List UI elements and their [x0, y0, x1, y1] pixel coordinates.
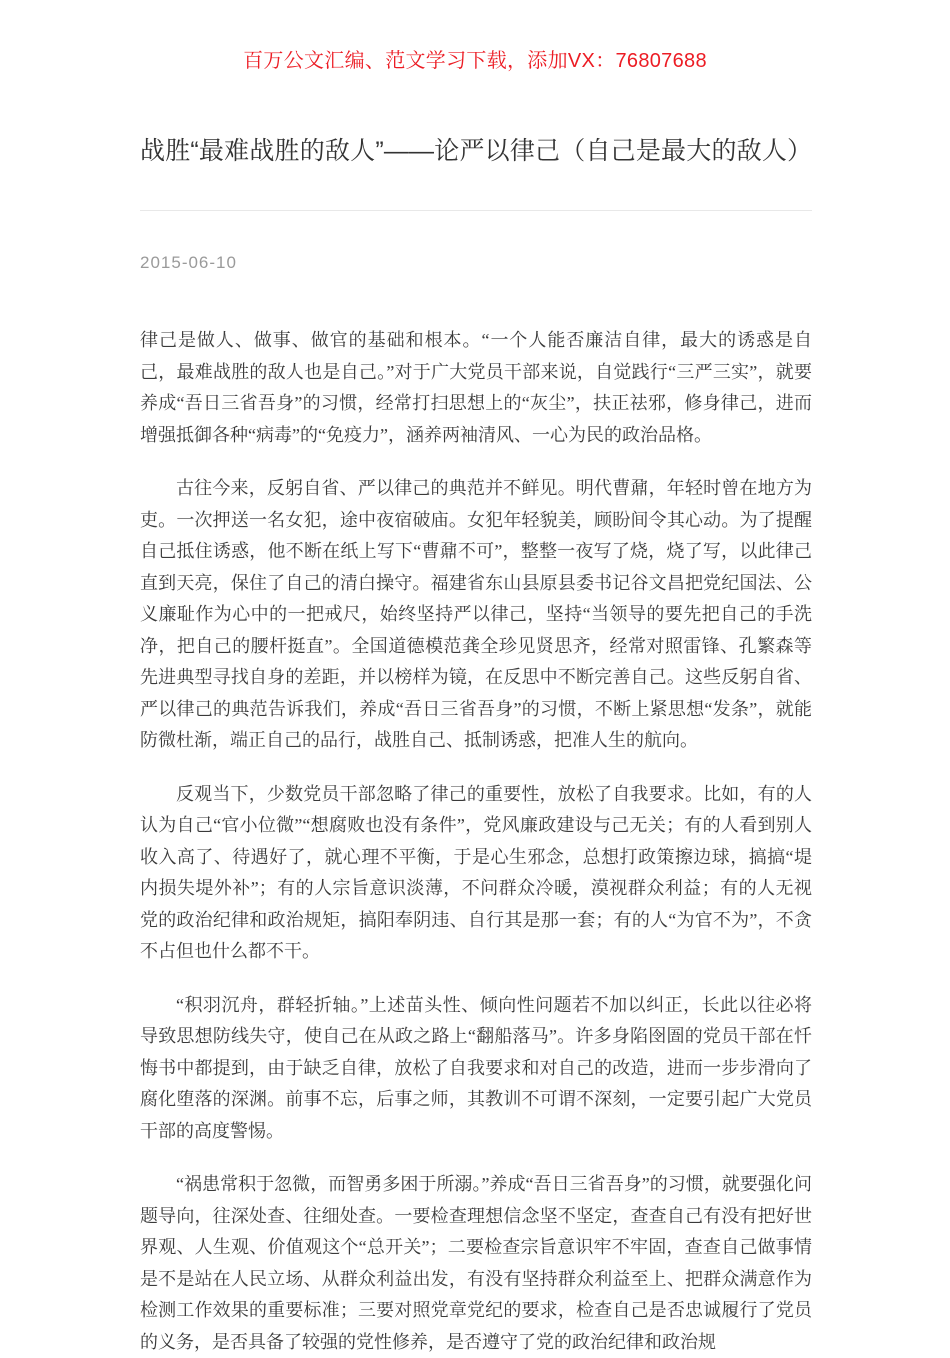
paragraph: 古往今来，反躬自省、严以律己的典范并不鲜见。明代曹鼐，年轻时曾在地方为吏。一次押送一名女犯，途中夜宿破庙。女犯年轻貌美，顾盼间令其心动。为了提醒自己抵住诱惑，他不断在纸上写下“曹鼐不可”，整整一夜写了烧，烧了写，以此律己直到天亮，保住了自己的清白操守。福建省东山县原县委书记谷文昌把党纪国法、公义廉耻作为心中的一把戒尺，始终坚持严以律己，坚持“当领导的要先把自己的手洗净，把自己的腰杆挺直”。全国道德模范龚全珍见贤思齐，经常对照雷锋、孔繁森等先进典型寻找自身的差距，并以榜样为镜，在反思中不断完善自己。这些反躬自省、严以律己的典范告诉我们，养成“吾日三省吾身”的习惯，不断上紧思想“发条”，就能防微杜渐，端正自己的品行，战胜自己、抵制诱惑，把准人生的航向。: [140, 478, 812, 750]
promo-banner: [0, 44, 950, 73]
paragraph: “祸患常积于忽微，而智勇多困于所溺。”养成“吾日三省吾身”的习惯，就要强化问题导向，往深处查、往细处查。一要检查理想信念坚不坚定，查查自己有没有把好世界观、人生观、价值观这个“总开关”；二要检查宗旨意识牢不牢固，查查自己做事情是不是站在人民立场、从群众利益出发，有没有坚持群众利益至上、把群众满意作为检测工作效果的重要标准；三要对照党章党纪的要求，检查自己是否忠诚履行了党员的义务，是否具备了较强的党性修养，是否遵守了党的政治纪律和政治规: [140, 1174, 812, 1352]
publish-date: 2015-06-10: [140, 253, 237, 272]
promo-banner-text: 百万公文汇编、范文学习下载，添加VX：76807688: [243, 50, 707, 72]
article-container: [140, 130, 812, 1358]
paragraph: 反观当下，少数党员干部忽略了律己的重要性，放松了自我要求。比如，有的人认为自己“官小位微”“想腐败也没有条件”，党风廉政建设与己无关；有的人看到别人收入高了、待遇好了，就心理不平衡，于是心生邪念，总想打政策擦边球，搞搞“堤内损失堤外补”；有的人宗旨意识淡薄，不问群众冷暖，漠视群众利益；有的人无视党的政治纪律和政治规矩，搞阳奉阴违、自行其是那一套；有的人“为官不为”，不贪不占但也什么都不干。: [140, 783, 812, 961]
article-body: [140, 325, 812, 1358]
page-title: 战胜“最难战胜的敌人”——论严以律己（自己是最大的敌人）: [140, 137, 813, 165]
paragraph: “积羽沉舟，群轻折轴。”上述苗头性、倾向性问题若不加以纠正，长此以往必将导致思想防线失守，使自己在从政之路上“翻船落马”。许多身陷囹圄的党员干部在忏悔书中都提到，由于缺乏自律，放松了自我要求和对自己的改造，进而一步步滑向了腐化堕落的深渊。前事不忘，后事之师，其教训不可谓不深刻，一定要引起广大党员干部的高度警惕。: [140, 994, 812, 1141]
title-divider: [140, 210, 812, 211]
paragraph: 律己是做人、做事、做官的基础和根本。“一个人能否廉洁自律，最大的诱惑是自己，最难战胜的敌人也是自己。”对于广大党员干部来说，自觉践行“三严三实”，就要养成“吾日三省吾身”的习惯，经常打扫思想上的“灰尘”，扶正祛邪，修身律己，进而增强抵御各种“病毒”的“免疫力”，涵养两袖清风、一心为民的政治品格。: [140, 330, 812, 445]
